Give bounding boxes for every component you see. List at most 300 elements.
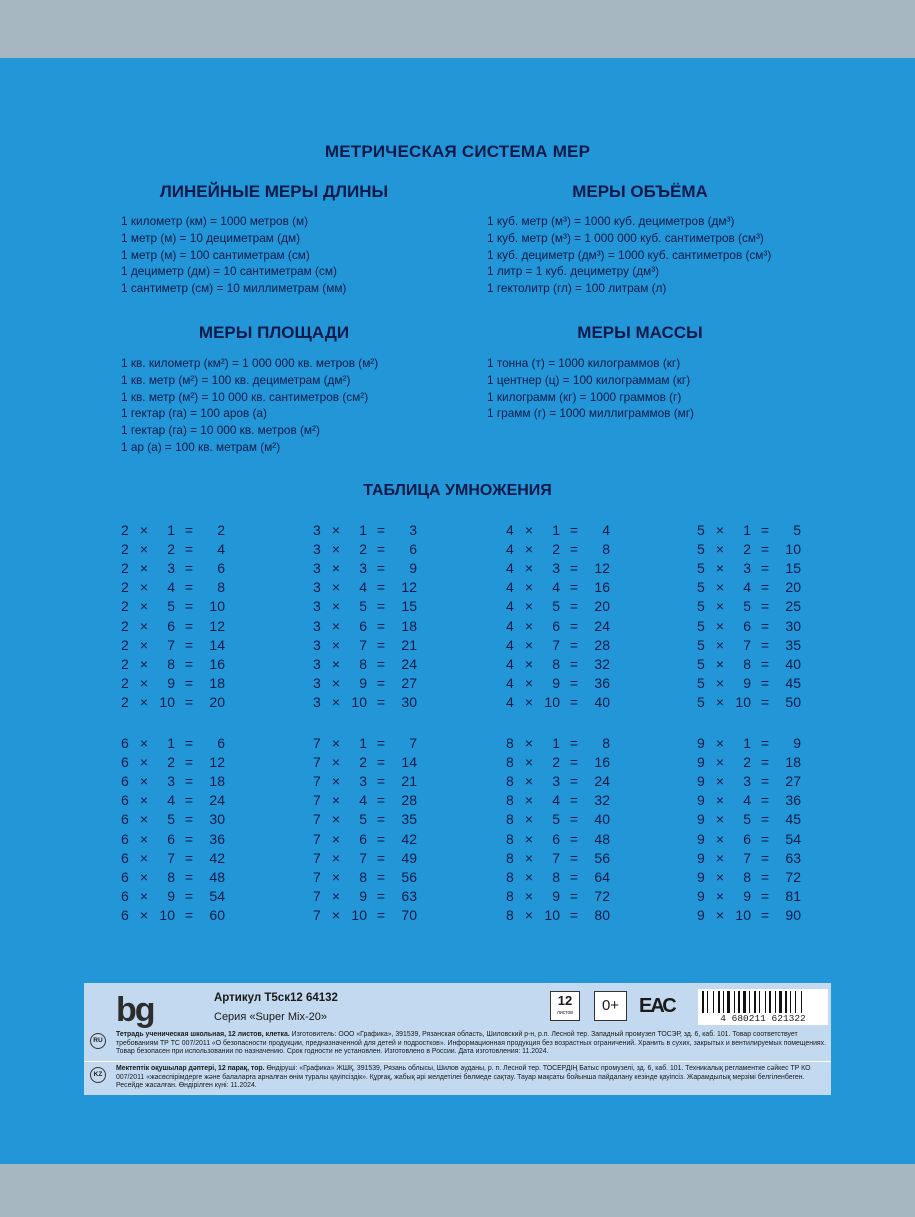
product: 32 — [594, 792, 610, 809]
multiplication-row — [506, 810, 616, 829]
factor-b: 9 — [167, 675, 175, 692]
multiplication-block — [313, 520, 423, 712]
product: 8 — [602, 734, 610, 751]
factor-b: 9 — [359, 888, 367, 905]
times-sign: × — [524, 907, 534, 924]
factor-b: 6 — [552, 617, 560, 634]
product: 45 — [785, 811, 801, 828]
factor-a: 5 — [697, 694, 705, 711]
multiplication-block — [697, 520, 807, 712]
factor-b: 6 — [167, 830, 175, 847]
multiplication-row — [697, 520, 807, 539]
factor-b: 5 — [359, 811, 367, 828]
times-sign: × — [715, 521, 725, 538]
factor-a: 5 — [697, 675, 705, 692]
factor-b: 10 — [544, 694, 560, 711]
factor-b: 7 — [359, 849, 367, 866]
product: 48 — [594, 830, 610, 847]
equals-sign: = — [184, 636, 194, 653]
factor-a: 4 — [506, 655, 514, 672]
times-sign: × — [139, 579, 149, 596]
product: 28 — [594, 636, 610, 653]
factor-b: 9 — [743, 888, 751, 905]
times-sign: × — [139, 559, 149, 576]
product: 36 — [785, 792, 801, 809]
times-sign: × — [524, 792, 534, 809]
multiplication-row — [121, 578, 231, 597]
equals-sign: = — [184, 540, 194, 557]
times-sign: × — [524, 540, 534, 557]
multiplication-row — [121, 597, 231, 616]
factor-b: 7 — [743, 636, 751, 653]
factor-a: 5 — [697, 540, 705, 557]
multiplication-row — [697, 906, 807, 925]
factor-a: 8 — [506, 753, 514, 770]
ru-description — [116, 1031, 826, 1057]
times-sign: × — [715, 617, 725, 634]
product: 35 — [401, 811, 417, 828]
factor-b: 7 — [552, 849, 560, 866]
times-sign: × — [331, 888, 341, 905]
factor-b: 9 — [552, 675, 560, 692]
length-line: 1 дециметр (дм) = 10 сантиметрам (см) — [121, 264, 337, 279]
equals-sign: = — [760, 849, 770, 866]
product: 28 — [401, 792, 417, 809]
factor-a: 4 — [506, 617, 514, 634]
equals-sign: = — [760, 675, 770, 692]
product: 27 — [401, 675, 417, 692]
factor-b: 6 — [359, 617, 367, 634]
multiplication-row — [313, 539, 423, 558]
factor-b: 8 — [743, 868, 751, 885]
factor-b: 2 — [743, 540, 751, 557]
factor-a: 7 — [313, 849, 321, 866]
product: 6 — [409, 540, 417, 557]
factor-a: 8 — [506, 792, 514, 809]
equals-sign: = — [376, 811, 386, 828]
section-mass-lines — [487, 355, 694, 422]
equals-sign: = — [184, 907, 194, 924]
factor-a: 4 — [506, 540, 514, 557]
equals-sign: = — [760, 579, 770, 596]
product: 24 — [401, 655, 417, 672]
area-line: 1 гектар (га) = 10 000 кв. метров (м²) — [121, 423, 320, 438]
multiplication-row — [506, 674, 616, 693]
product: 60 — [209, 907, 225, 924]
product: 70 — [401, 907, 417, 924]
multiplication-row — [121, 693, 231, 712]
times-sign: × — [715, 830, 725, 847]
multiplication-row — [697, 578, 807, 597]
times-sign: × — [524, 734, 534, 751]
times-sign: × — [139, 849, 149, 866]
multiplication-row — [697, 635, 807, 654]
factor-a: 6 — [121, 907, 129, 924]
factor-b: 2 — [359, 753, 367, 770]
equals-sign: = — [569, 579, 579, 596]
multiplication-block — [506, 733, 616, 925]
section-title-area: МЕРЫ ПЛОЩАДИ — [198, 323, 350, 342]
equals-sign: = — [184, 598, 194, 615]
product: 12 — [209, 617, 225, 634]
multiplication-row — [697, 771, 807, 790]
equals-sign: = — [760, 811, 770, 828]
section-volume-lines — [487, 213, 771, 297]
factor-a: 4 — [506, 636, 514, 653]
product: 8 — [217, 579, 225, 596]
factor-b: 3 — [552, 559, 560, 576]
factor-a: 9 — [697, 772, 705, 789]
equals-sign: = — [184, 811, 194, 828]
product: 32 — [594, 655, 610, 672]
equals-sign: = — [760, 636, 770, 653]
times-sign: × — [715, 675, 725, 692]
equals-sign: = — [760, 868, 770, 885]
area-line: 1 гектар (га) = 100 аров (а) — [121, 406, 267, 421]
equals-sign: = — [760, 734, 770, 751]
equals-sign: = — [760, 655, 770, 672]
equals-sign: = — [376, 772, 386, 789]
product: 18 — [209, 675, 225, 692]
equals-sign: = — [184, 521, 194, 538]
multiplication-block — [506, 520, 616, 712]
factor-a: 9 — [697, 888, 705, 905]
times-sign: × — [139, 694, 149, 711]
factor-a: 7 — [313, 792, 321, 809]
equals-sign: = — [569, 849, 579, 866]
multiplication-row — [121, 558, 231, 577]
product: 40 — [594, 694, 610, 711]
multiplication-row — [506, 520, 616, 539]
times-sign: × — [715, 811, 725, 828]
product: 14 — [209, 636, 225, 653]
multiplication-row — [697, 654, 807, 673]
times-sign: × — [715, 559, 725, 576]
multiplication-row — [506, 597, 616, 616]
factor-b: 4 — [167, 792, 175, 809]
factor-a: 9 — [697, 830, 705, 847]
product: 90 — [785, 907, 801, 924]
product: 3 — [409, 521, 417, 538]
product: 18 — [785, 753, 801, 770]
multiplication-row — [313, 867, 423, 886]
factor-a: 9 — [697, 868, 705, 885]
kz-text: Өндіруші: «Графика» ЖШҚ, 391539, Рязань облысы, Шилов ауданы, р. п. Лесной тер. ТОСЕРДІҢ Батыс промузелі, зд. 6, каб. 101. Техникалық регламентке сәйкес ТР КО 007/2011 «жасөспірімдерге және балаларға арналған өнім туралы қауіпсіздік». Құрғақ, жабық әрі желдетілеі бөлмеде сақтау. Тауар мақсаты бойынша пайдалану кезінде қауіпсіз. Жарамдылық мерзімі белгіленбеген. Ресейде жасалған. Өндірілген күні: 11.2024. — [116, 1065, 811, 1090]
equals-sign: = — [376, 521, 386, 538]
ru-text: Изготовитель: ООО «Графика», 391539, Рязанская область, Шиловский р-н, р.п. Лесной тер. Западный промузел ТОСЭР, зд. 6, каб. 101. Товар соответствует требованиям ТР ТС 007/2011 «О безопасности продукции, предназначенной для детей и подростков». Информационная продукция без возрастных ограничений. Хранить в сухих, закрытых и вентилируемых помещениях. Товар безопасен при использовании по назначению. Срок годности не установлен. Изготовлено в России. Дата изготовления: 11.2024. — [116, 1031, 827, 1056]
volume-line: 1 гектолитр (гл) = 100 литрам (л) — [487, 281, 667, 296]
equals-sign: = — [760, 540, 770, 557]
times-sign: × — [715, 636, 725, 653]
times-sign: × — [524, 655, 534, 672]
product: 40 — [594, 811, 610, 828]
multiplication-row — [506, 829, 616, 848]
equals-sign: = — [184, 849, 194, 866]
factor-a: 3 — [313, 636, 321, 653]
multiplication-block — [313, 733, 423, 925]
multiplication-row — [697, 867, 807, 886]
equals-sign: = — [760, 694, 770, 711]
multiplication-row — [121, 520, 231, 539]
multiplication-row — [506, 733, 616, 752]
equals-sign: = — [376, 888, 386, 905]
product: 9 — [409, 559, 417, 576]
times-sign: × — [715, 694, 725, 711]
factor-a: 2 — [121, 540, 129, 557]
product: 63 — [401, 888, 417, 905]
multiplication-row — [697, 558, 807, 577]
factor-a: 7 — [313, 734, 321, 751]
factor-a: 4 — [506, 559, 514, 576]
factor-a: 9 — [697, 792, 705, 809]
multiplication-row — [697, 597, 807, 616]
factor-a: 3 — [313, 598, 321, 615]
product: 16 — [209, 655, 225, 672]
factor-b: 10 — [159, 907, 175, 924]
eac-mark-icon: ЕАС — [639, 995, 675, 1017]
area-line: 1 кв. метр (м²) = 10 000 кв. сантиметров (см²) — [121, 389, 369, 404]
product: 20 — [209, 694, 225, 711]
product: 18 — [401, 617, 417, 634]
times-sign: × — [139, 521, 149, 538]
times-sign: × — [524, 694, 534, 711]
multiplication-row — [121, 867, 231, 886]
notebook-back-cover — [0, 58, 915, 1164]
equals-sign: = — [569, 655, 579, 672]
product: 16 — [594, 579, 610, 596]
multiplication-row — [313, 616, 423, 635]
times-sign: × — [139, 830, 149, 847]
times-sign: × — [524, 849, 534, 866]
equals-sign: = — [376, 579, 386, 596]
factor-b: 3 — [743, 772, 751, 789]
factor-b: 1 — [167, 521, 175, 538]
product: 12 — [594, 559, 610, 576]
factor-a: 7 — [313, 811, 321, 828]
factor-b: 2 — [552, 540, 560, 557]
product: 81 — [785, 888, 801, 905]
factor-b: 6 — [743, 617, 751, 634]
factor-a: 2 — [121, 636, 129, 653]
times-sign: × — [715, 753, 725, 770]
factor-a: 7 — [313, 868, 321, 885]
times-sign: × — [139, 753, 149, 770]
product: 42 — [209, 849, 225, 866]
factor-a: 3 — [313, 655, 321, 672]
product: 64 — [594, 868, 610, 885]
barcode-number: 4 680211 621322 — [720, 1013, 806, 1024]
times-sign: × — [715, 792, 725, 809]
multiplication-row — [313, 791, 423, 810]
times-sign: × — [524, 753, 534, 770]
factor-b: 4 — [552, 792, 560, 809]
factor-a: 4 — [506, 521, 514, 538]
factor-b: 5 — [167, 811, 175, 828]
equals-sign: = — [760, 559, 770, 576]
equals-sign: = — [569, 559, 579, 576]
product: 63 — [785, 849, 801, 866]
equals-sign: = — [569, 772, 579, 789]
factor-a: 3 — [313, 675, 321, 692]
product: 4 — [602, 521, 610, 538]
product: 80 — [594, 907, 610, 924]
equals-sign: = — [760, 907, 770, 924]
multiplication-row — [506, 578, 616, 597]
multiplication-row — [313, 654, 423, 673]
factor-a: 5 — [697, 655, 705, 672]
factor-a: 3 — [313, 559, 321, 576]
multiplication-row — [313, 906, 423, 925]
equals-sign: = — [569, 830, 579, 847]
times-sign: × — [331, 849, 341, 866]
multiplication-row — [121, 654, 231, 673]
factor-b: 7 — [167, 849, 175, 866]
multiplication-row — [121, 539, 231, 558]
equals-sign: = — [569, 907, 579, 924]
factor-a: 4 — [506, 598, 514, 615]
sheets-caption: листов — [557, 1010, 573, 1016]
equals-sign: = — [569, 792, 579, 809]
multiplication-row — [313, 635, 423, 654]
product: 20 — [785, 579, 801, 596]
equals-sign: = — [376, 830, 386, 847]
multiplication-row — [313, 887, 423, 906]
multiplication-row — [697, 752, 807, 771]
multiplication-block — [697, 733, 807, 925]
times-sign: × — [524, 636, 534, 653]
equals-sign: = — [376, 617, 386, 634]
factor-b: 4 — [552, 579, 560, 596]
multiplication-row — [506, 887, 616, 906]
multiplication-row — [506, 771, 616, 790]
factor-b: 3 — [743, 559, 751, 576]
factor-b: 6 — [743, 830, 751, 847]
barcode — [698, 989, 828, 1025]
multiplication-row — [313, 829, 423, 848]
factor-b: 8 — [359, 655, 367, 672]
factor-a: 9 — [697, 907, 705, 924]
factor-b: 10 — [351, 694, 367, 711]
factor-a: 4 — [506, 675, 514, 692]
ru-title: Тетрадь ученическая школьная, 12 листов, клетка. — [116, 1031, 290, 1038]
sheets-count-badge — [550, 991, 580, 1021]
factor-a: 4 — [506, 579, 514, 596]
times-sign: × — [139, 617, 149, 634]
times-sign: × — [331, 868, 341, 885]
factor-a: 6 — [121, 734, 129, 751]
times-sign: × — [331, 675, 341, 692]
times-sign: × — [331, 521, 341, 538]
factor-b: 2 — [359, 540, 367, 557]
product: 40 — [785, 655, 801, 672]
factor-b: 10 — [351, 907, 367, 924]
equals-sign: = — [569, 521, 579, 538]
factor-a: 6 — [121, 811, 129, 828]
product: 16 — [594, 753, 610, 770]
factor-b: 5 — [552, 811, 560, 828]
factor-b: 8 — [167, 655, 175, 672]
equals-sign: = — [569, 636, 579, 653]
times-sign: × — [715, 888, 725, 905]
factor-a: 2 — [121, 521, 129, 538]
brand-logo: bg — [116, 991, 154, 1029]
times-sign: × — [331, 772, 341, 789]
equals-sign: = — [376, 675, 386, 692]
factor-b: 4 — [359, 792, 367, 809]
product: 30 — [401, 694, 417, 711]
factor-b: 8 — [552, 868, 560, 885]
factor-b: 8 — [743, 655, 751, 672]
factor-b: 1 — [359, 521, 367, 538]
factor-b: 1 — [359, 734, 367, 751]
equals-sign: = — [569, 540, 579, 557]
multiplication-row — [506, 616, 616, 635]
area-line: 1 ар (а) = 100 кв. метрам (м²) — [121, 439, 281, 454]
times-sign: × — [331, 753, 341, 770]
factor-a: 6 — [121, 830, 129, 847]
factor-a: 8 — [506, 888, 514, 905]
product: 25 — [785, 598, 801, 615]
times-sign: × — [331, 540, 341, 557]
factor-a: 7 — [313, 830, 321, 847]
factor-a: 9 — [697, 753, 705, 770]
multiplication-row — [697, 616, 807, 635]
times-sign: × — [139, 792, 149, 809]
factor-b: 7 — [167, 636, 175, 653]
times-sign: × — [524, 579, 534, 596]
equals-sign: = — [376, 540, 386, 557]
times-sign: × — [715, 579, 725, 596]
times-sign: × — [331, 559, 341, 576]
area-line: 1 кв. метр (м²) = 100 кв. дециметрам (дм²) — [121, 372, 351, 387]
product: 36 — [209, 830, 225, 847]
section-length-lines — [121, 213, 346, 297]
equals-sign: = — [184, 830, 194, 847]
factor-a: 9 — [697, 734, 705, 751]
section-title-length: ЛИНЕЙНЫЕ МЕРЫ ДЛИНЫ — [159, 182, 389, 201]
times-sign: × — [331, 830, 341, 847]
factor-a: 9 — [697, 849, 705, 866]
product: 7 — [409, 734, 417, 751]
factor-a: 7 — [313, 907, 321, 924]
factor-b: 8 — [552, 655, 560, 672]
multiplication-row — [506, 906, 616, 925]
equals-sign: = — [760, 888, 770, 905]
equals-sign: = — [760, 792, 770, 809]
factor-b: 10 — [735, 907, 751, 924]
equals-sign: = — [376, 753, 386, 770]
factor-a: 6 — [121, 868, 129, 885]
length-line: 1 метр (м) = 100 сантиметрам (см) — [121, 247, 310, 262]
product: 12 — [401, 579, 417, 596]
factor-a: 3 — [313, 694, 321, 711]
times-sign: × — [331, 694, 341, 711]
equals-sign: = — [376, 694, 386, 711]
multiplication-row — [121, 906, 231, 925]
times-sign: × — [331, 579, 341, 596]
times-sign: × — [139, 655, 149, 672]
multiplication-row — [506, 693, 616, 712]
factor-b: 5 — [552, 598, 560, 615]
equals-sign: = — [184, 888, 194, 905]
multiplication-row — [506, 539, 616, 558]
product: 72 — [785, 868, 801, 885]
equals-sign: = — [376, 907, 386, 924]
multiplication-row — [313, 597, 423, 616]
factor-a: 8 — [506, 734, 514, 751]
section-title-volume: МЕРЫ ОБЪЁМА — [572, 182, 708, 201]
factor-b: 3 — [167, 559, 175, 576]
